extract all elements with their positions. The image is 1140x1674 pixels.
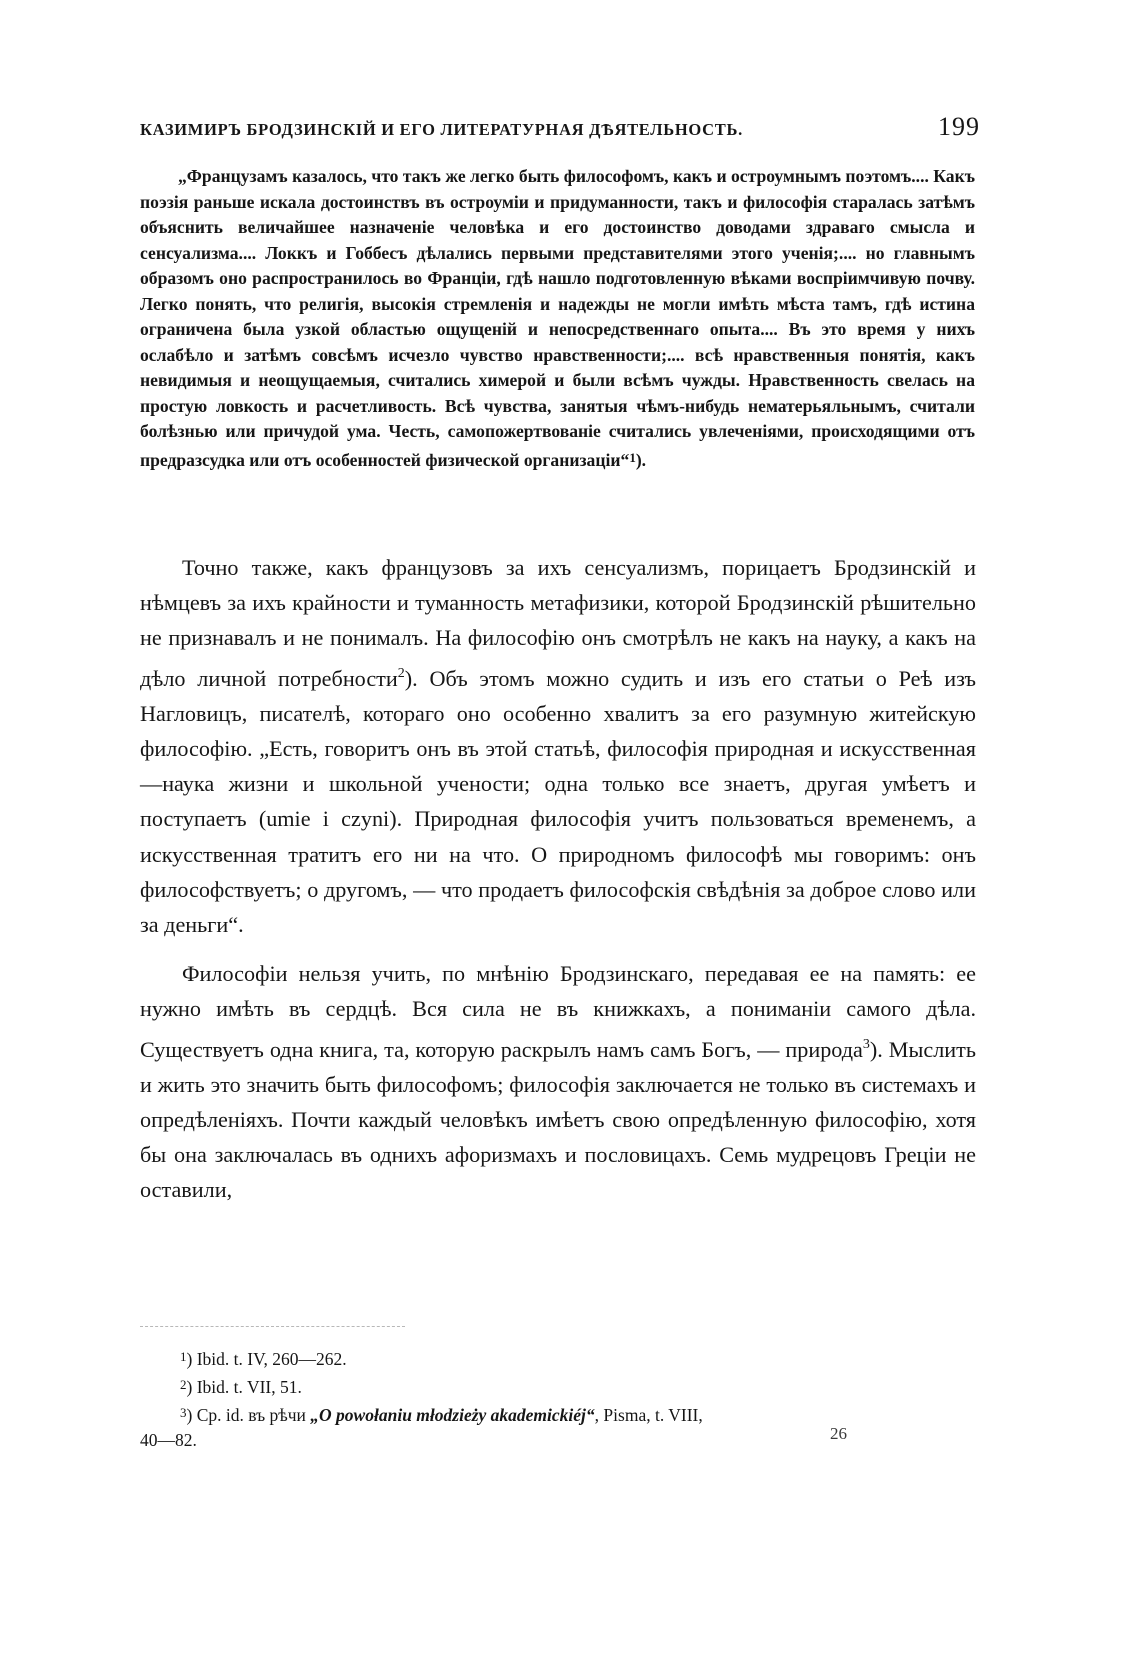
footnote-3-continuation: 40—82.: [140, 1430, 197, 1450]
footnote-1-text: ) Ibid. t. IV, 260—262.: [186, 1349, 347, 1369]
footnote-3: [140, 1400, 982, 1453]
main-text: [140, 550, 976, 1208]
quote-paragraph: [140, 164, 975, 473]
quote-tail: ).: [635, 449, 647, 470]
paragraph-1-part-b: ). Объ этомъ можно судить и изъ его статьи о Реѣ изъ Нагловицъ, писателѣ, котораго оно особенно хвалитъ за его разумную житейскую философію. „Есть, говоритъ онъ въ этой статьѣ, философія природная и искусственная—наука жизни и школьной учености; одна только все знаетъ, другая умѣетъ и поступаетъ (umie i czyni). Природная философія учитъ пользоваться временемъ, а искусственная тратитъ его ни на что. О природномъ философѣ мы говоримъ: онъ философствуетъ; о другомъ, — что продаетъ философскія свѣдѣнія за доброе слово или за деньги“.: [140, 665, 977, 938]
running-title: КАЗИМИРЪ БРОДЗИНСКІЙ И ЕГО ЛИТЕРАТУРНАЯ ДѢЯТЕЛЬНОСТЬ.: [140, 120, 743, 139]
body-paragraph-2: [140, 956, 976, 1207]
page-number: 199: [938, 112, 980, 141]
footnote-1: [140, 1344, 982, 1372]
footnote-3-suffix: , Pisma, t. VIII,: [594, 1405, 703, 1425]
paragraph-1-part-a: Точно также, какъ французовъ за ихъ сенсуализмъ, порицаетъ Бродзинскій и нѣмцевъ за ихъ крайности и туманность метафизики, которой Бродзинскій рѣшительно не признавалъ и не понималъ. На философію онъ смотрѣлъ не какъ на науку, а какъ на дѣло личной потребности: [140, 555, 976, 691]
footnote-2-mark: 2: [180, 1377, 187, 1392]
quote-footnote-ref: 1: [629, 449, 636, 465]
page-header: [140, 112, 980, 152]
block-quote: [140, 164, 975, 473]
paragraph-2-part-b: ). Мыслить и жить это значить быть философомъ; философія заключается не только въ системахъ и опредѣленіяхъ. Почти каждый человѣкъ имѣетъ свою опредѣленную философію, хотя бы она заключалась въ однихъ афоризмахъ и пословицахъ. Семь мудрецовъ Греціи не оставили,: [140, 1036, 976, 1203]
footnote-ref-3: 3: [862, 1036, 870, 1052]
body-paragraph-1: [140, 550, 976, 942]
footnote-3-title: „O powołaniu młodzieży akademickiéj“: [310, 1405, 595, 1425]
footnote-3-prefix: ) Ср. id. въ рѣчи: [186, 1405, 311, 1425]
quote-text: „Французамъ казалось, что такъ же легко быть философомъ, какъ и остроумнымъ поэтомъ.... Какъ поэзія раньше искала достоинствъ въ остроуміи и придуманности, такъ и философія старалась затѣмъ объяснить величайшее назначеніе человѣка и его достоинство доводами здраваго смысла и сенсуализма.... Локкъ и Гоббесъ дѣлались первыми представителями этого ученія;.... но главнымъ образомъ оно распространилось во Франціи, гдѣ нашло подготовленную вѣками воспріимчивую почву. Легко понять, что религія, высокія стремленія и надежды не могли имѣть мѣста тамъ, гдѣ истина ограничена была узкой областью ощущеній и непосредственнаго опыта.... Въ это время у нихъ ослабѣло и затѣмъ совсѣмъ исчезло чувство нравственности;.... всѣ нравственныя понятія, какъ невидимыя и неощущаемыя, считались химерой и были всѣмъ чужды. Нравственность свелась на простую ловкость и расчетливость. Всѣ чувства, занятыя чѣмъ-нибудь нематерьяльнымъ, считали болѣзнью или причудой ума. Честь, самопожертвованіе считались увлеченіями, происходящими отъ предразсудка или отъ особенностей физической организаціи“: [140, 166, 975, 470]
footnote-1-mark: 1: [180, 1349, 187, 1364]
printer-signature: 26: [830, 1424, 847, 1443]
paragraph-2-part-a: Философіи нельзя учить, по мнѣнію Бродзинскаго, передавая ее на память: ее нужно имѣть въ сердцѣ. Вся сила не въ книжкахъ, а пониманіи самого дѣла. Существуетъ одна книга, та, которую раскрылъ намъ самъ Богъ, — природа: [140, 961, 976, 1062]
footnote-ref-2: 2: [397, 665, 405, 681]
footnote-2-text: ) Ibid. t. VII, 51.: [186, 1377, 302, 1397]
footnote-divider: [140, 1326, 405, 1327]
footnotes: [140, 1344, 982, 1453]
footnote-2: [140, 1372, 982, 1400]
footnote-3-mark: 3: [180, 1405, 187, 1420]
